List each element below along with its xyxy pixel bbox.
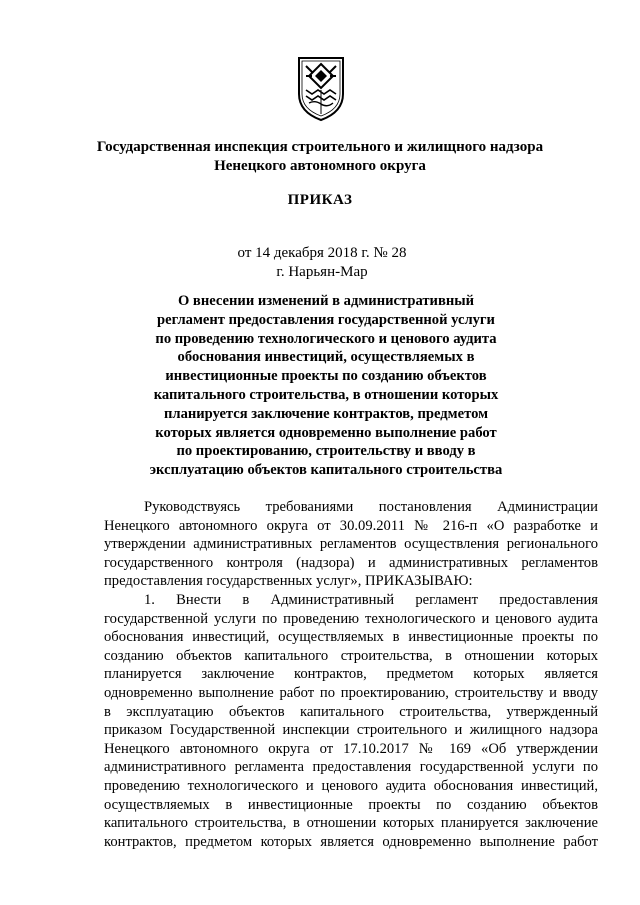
body-line: Ненецкого автономного округа от 30.09.2011 № 216-п «О разработке и <box>104 517 598 534</box>
organization-line-1: Государственная инспекция строительного и жилищного надзора <box>96 139 544 155</box>
subject-line: инвестиционные проекты по созданию объектов <box>165 368 487 385</box>
body-line: одновременно выполнение работ по проектированию, строительству и вводу <box>104 684 598 701</box>
body-line: проведению технологического и ценового аудита обоснования инвестиций, <box>104 777 598 794</box>
subject-line: О внесении изменений в административный <box>177 293 475 309</box>
subject-line: обоснования инвестиций, осуществляемых в <box>177 349 475 366</box>
body-line: капитального строительства, в отношении которых планируется заключение <box>104 815 598 832</box>
body-line: Руководствуясь требованиями постановления Администрации <box>144 499 598 515</box>
body-line: обоснования инвестиций, осуществляемых в инвестиционные проекты по <box>104 629 598 646</box>
body-line: административного регламента предоставления государственной услуги по <box>104 759 598 776</box>
body-line: государственного контроля (надзора) и административных регламентов <box>104 554 598 571</box>
body-line: планируется заключение контрактов, предметом которых является <box>104 666 598 683</box>
body-line: Ненецкого автономного округа от 17.10.2017 № 169 «Об утверждении <box>104 740 598 757</box>
body-line: приказом Государственной инспекции строительного и жилищного надзора <box>104 722 598 739</box>
organization-line-2: Ненецкого автономного округа <box>214 158 426 174</box>
order-city: г. Нарьян-Мар <box>276 264 368 280</box>
subject-line: капитального строительства, в отношении которых <box>153 386 499 403</box>
body-line: предоставления государственных услуг», ПРИКАЗЫВАЮ: <box>104 573 473 590</box>
body-line: утверждении административных регламентов осуществления регионального <box>104 536 598 553</box>
coat-of-arms-emblem <box>296 56 346 122</box>
body-line: в эксплуатацию объектов капитального строительства, утвержденный <box>104 703 598 720</box>
body-line: осуществляемых в инвестиционные проекты по созданию объектов <box>104 796 598 813</box>
subject-line: регламент предоставления государственной услуги <box>157 311 495 328</box>
subject-line: которых является одновременно выполнение работ <box>155 424 497 441</box>
body-line: 1. Внести в Административный регламент предоставления <box>144 591 598 608</box>
order-body <box>104 498 598 851</box>
organization-name <box>0 138 640 176</box>
document-type: ПРИКАЗ <box>287 192 353 208</box>
body-line: государственной услуги по проведению технологического и ценового аудита <box>104 610 598 627</box>
body-line: контрактов, предметом которых является одновременно выполнение работ <box>104 833 598 850</box>
order-meta <box>0 244 640 282</box>
subject-line: эксплуатацию объектов капитального строительства <box>149 462 503 479</box>
order-subject <box>140 292 512 480</box>
order-date-number: от 14 декабря 2018 г. № 28 <box>237 245 407 261</box>
subject-line: по проектированию, строительству и вводу в <box>176 443 476 460</box>
subject-line: по проведению технологического и ценового аудита <box>155 330 497 347</box>
subject-line: планируется заключение контрактов, предметом <box>163 405 489 422</box>
body-line: созданию объектов капитального строительства, в отношении которых <box>104 647 598 664</box>
